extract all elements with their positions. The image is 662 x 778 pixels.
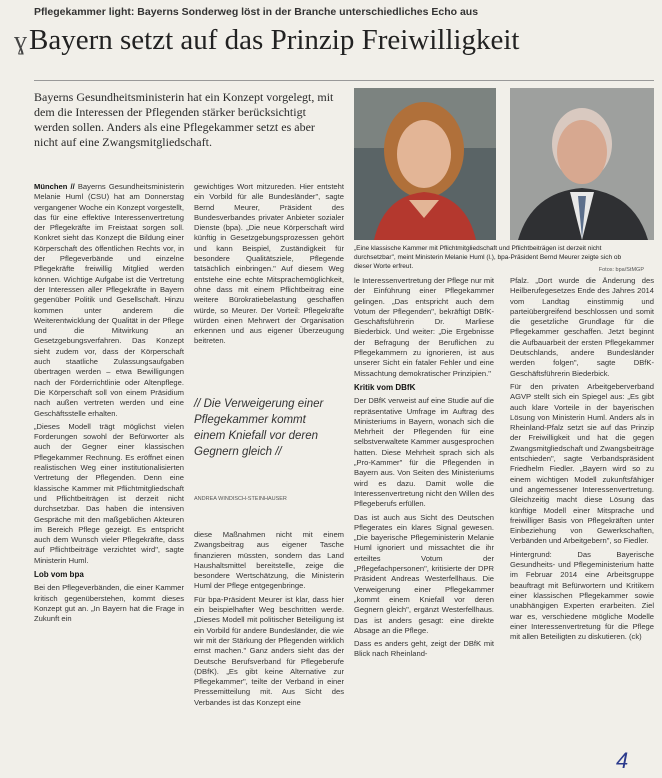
col3-paragraph-2: Der DBfK verweist auf eine Studie auf die repräsentative Umfrage im Auftrag des Ministeriums in Bayern, wonach sich die Mehrheit der Pflegenden für eine selbstverwaltete Kammer ausgesprochen hatten. Diese Mehrheit sprach sich als „Pro-Kammer" für die Pflegenden in Bayern aus. Von Seiten des Ministeriums wird es dazu. Damit wolle die Interessenvertretung nicht den Willen des Pflegeberufs erfüllen. [354, 396, 494, 509]
photo-meurer-image [510, 88, 654, 240]
pull-quote: // Die Verweigerung einer Pflegekammer kommt einem Kniefall vor deren Gegnern gleich // [194, 398, 324, 458]
headline-text: Bayern setzt auf das Prinzip Freiwilligkeit [29, 24, 520, 56]
photo-minister-image [354, 88, 496, 240]
article-kicker: Pflegekammer light: Bayerns Sonderweg löst in der Branche unterschiedliches Echo aus [34, 6, 479, 18]
col2-paragraph-3: Für bpa-Präsident Meurer ist klar, dass hier ein beispielhafter Weg beschritten werde. „Dieses Modell mit politischer Beteiligung ist ein Vorbild für andere Bundesländer, die wie wir mit der Stärkung der Pflegenden wirklich ernst machen." Ganz anders sieht das der Deutsche Berufsverband für Pflegeberufe (DBfK). „Es gibt keine Alternative zur Pflegekammer", teilte der Verband in einer Pressemitteilung mit. Aus Sicht des Verbandes ist das Konzept eine [194, 594, 344, 707]
article-lead: Bayerns Gesundheitsministerin hat ein Konzept vorgelegt, mit dem die Interessen der Pflegenden stärker berücksichtigt werden sollen. Anders als eine Pflegekammer setzt es aber nicht auf eine Zwangsmitgliedschaft. [34, 90, 334, 149]
col4-paragraph-1: Pfalz. „Dort wurde die Änderung des Heilberufegesetzes Ende des Jahres 2014 vom Landtag einstimmig und parteiübergreifend beschlossen und somit die gesetzliche Grundlage für die Pflegekammer geschaffen. Jetzt beginnt die Aufbauarbeit der ersten Pflegekammer Deutschlands, andere Bundesländer werden folgen", sagte DBfK-Geschäftsführerin Biederbick. [510, 276, 654, 378]
column-3 [354, 276, 494, 778]
headline-rule [34, 80, 654, 81]
column-4 [510, 276, 654, 746]
dateline: München // [34, 182, 75, 191]
col2-paragraph-2: diese Maßnahmen nicht mit einem Zwangsbeitrag aus eigener Tasche finanzieren müssten, sondern das Land Haushaltsmittel bereitstelle, zeige die besondere Wertschätzung, die Ministerin Huml der Pflege entgegenbringe. [194, 530, 344, 591]
col3-paragraph-3: Das ist auch aus Sicht des Deutschen Pflegerates ein klares Signal gewesen. „Die bayerische Pflegeministerin Melanie Huml ignoriert und missachtet die ihr erteiltes Votum der „Pflegefachpersonen", kritisierte der DPR Präsident Andreas Westerfellhaus. Die Verweigerung einer Pflegekammer „kommt einem Kniefall vor deren Gegnern gleich", ergänzt Westerfellhaus. Das ist anders gesagt: eine direkte Absage an die Pflege. [354, 512, 494, 635]
subheading-lob: Lob vom bpa [34, 569, 84, 579]
col4-paragraph-3: Hintergrund: Das Bayerische Gesundheits- und Pflegeministerium hatte im Februar 2014 eine Arbeitsgruppe beauftragt mit Befürwortern und Kritikern einer klassischen Pflegekammer sowie unabhängigen Experten erarbeiten. Ziel war es, verschiedene mögliche Modelle einer Interessenvertretung für die Pflege mit allen Beteiligten zu diskutieren. (ck) [510, 549, 654, 642]
column-2-bottom [194, 530, 344, 778]
photo-caption: „Eine klassische Kammer mit Pflichtmitgliedschaft und Pflichtbeiträgen ist derzeit nicht durchsetzbar", meint Ministerin Melanie Huml (l.), bpa-Präsident Bernd Meurer zeigte sich ob dieser Worte erfreut. [354, 245, 622, 270]
photo-credit: Fotos: bpa/StMGP [598, 267, 644, 273]
col1-paragraph-2: „Dieses Modell trägt möglichst vielen Forderungen sowohl der Befürworter als auch der Gegner einer klassischen Pflegekammer Rechnung. Es eröffnet einen realistischen Weg einer institutionalisierten Vertretung der Pflegenden. Denn eine klassische Kammer mit Pflichtmitgliedschaft und Pflichtbeiträgen ist derzeit nicht durchsetzbar. Das haben die intensiven Gespräche mit den maßgeblichen Akteuren im Bereich Pflege gezeigt. Es entspricht auch dem Wunsch vieler Pflegekräfte, dass auf Pflichtbeiträge verzichtet wird", sagte Ministerin Huml. [34, 421, 184, 565]
col1-paragraph-1 [34, 182, 184, 419]
col1-p1-text: Bayerns Gesundheitsministerin Melanie Huml (CSU) hat am Donnerstag vergangener Woche ein Konzept vorgestellt, das für eine effektive Interessenvertretung der Pflegekräfte im Freistaat sorgen soll. Konkret sieht das Konzept die Bildung einer Körperschaft des öffentlichen Rechts vor, in der Pflegeverbände und einzelne Pflegekräfte freiwillig Mitglied werden können. Wichtige Aufgabe ist die Vertretung der Interessen aller Pflegekräfte in Bayern gegenüber Politik und Gesellschaft. Hinzu kommen unter anderem die Weiterentwicklung der Qualität in der Pflege und die Mitwirkung an Gesetzgebungsverfahren. Das Konzept sieht zudem vor, dass der Körperschaft auch staatliche Zulassungsaufgaben übertragen werden – etwa Bewilligungen nach der Förderrichtlinie oder Altenpflege. Die Körperschaft soll von einem Präsidium nach außen vertreten werden und eine Geschäftsstelle erhalten. [34, 182, 184, 418]
column-1 [34, 182, 184, 778]
col1-paragraph-3: Bei den Pflegeverbänden, die einer Kammer kritisch gegenüberstehen, kommt dieses Konzept gut an. „In Bayern hat die Frage in Zukunft ein [34, 583, 184, 624]
pull-quote-author: ANDREA WINDISCH-STEINHAUSER [194, 496, 287, 502]
photo-minister [354, 88, 496, 240]
subheading-kritik: Kritik vom DBfK [354, 382, 416, 392]
handwritten-page-number: 4 [616, 748, 629, 773]
column-2-top [194, 182, 344, 382]
photo-meurer [510, 88, 654, 240]
col3-paragraph-4: Dass es anders geht, zeigt der DBfK mit Blick nach Rheinland- [354, 639, 494, 659]
col4-paragraph-2: Für den privaten Arbeitgeberverband AGVP stellt sich ein Spiegel aus: „Es gibt auch klare Vorteile in der bayerischen Lösung von Ministerin Huml. Anders als in Rheinland-Pfalz setzt sie auf das Prinzip der Freiwilligkeit und hat die gegen Zwangsmitgliedschaft und Zwangsbeiträge entschieden", sagte Verbandspräsident Friedhelm Fiedler. „Bayern wird so zu einem wichtigen Modell zukunftsfähiger und angemessener Interessenvertretung. Gleichzeitig macht diese Lösung das künftige Modell einer Mitsprache und freiwilliger Basis von Pflegekräften unter Einbeziehung von Gewerkschaften, Verbänden und Arbeitgebern", so Fiedler. [510, 381, 654, 546]
col3-paragraph-1: le Interessenvertretung der Pflege nur mit der Einführung einer Pflegekammer gelingen. „Das entspricht auch dem Votum der Pflegenden", bekräftigt DBfK-Geschäftsführerin Dr. Marliese Biederbick. Und weiter: „Die Ergebnisse der Befragung der Beruflichen zu Pflegekammern zu ignorieren, ist aus unserer Sicht ein fataler Fehler und eine Missachtung demokratischer Prinzipien." [354, 276, 494, 378]
col2-paragraph-1: gewichtiges Wort mitzureden. Hier entsteht ein Vorbild für alle Bundesländer", sagte Bernd Meurer, Präsident des Bundesverbandes privater Anbieter sozialer Dienste (bpa). „Die neue Körperschaft wird künftig in Gesetzgebungsprozessen gehört und kann Beispiel, Zuständigkeit für besondere Qualitätsziele, Pflegende tatsächlich einbringen." Auf diesem Weg entstehe eine echte Mitsprachemöglichkeit, ohne dass mit einem Pflichtbeitrag eine weitere Bürokratiebelastung geschaffen würde, so Meurer. Der Vorteil: Pflegekräfte würden einen Mehrwert der Organisation erkennen und aus eigener Überzeugung beitreten. [194, 182, 344, 346]
handwritten-mark: ɣ [14, 26, 27, 55]
article-headline [14, 24, 519, 57]
